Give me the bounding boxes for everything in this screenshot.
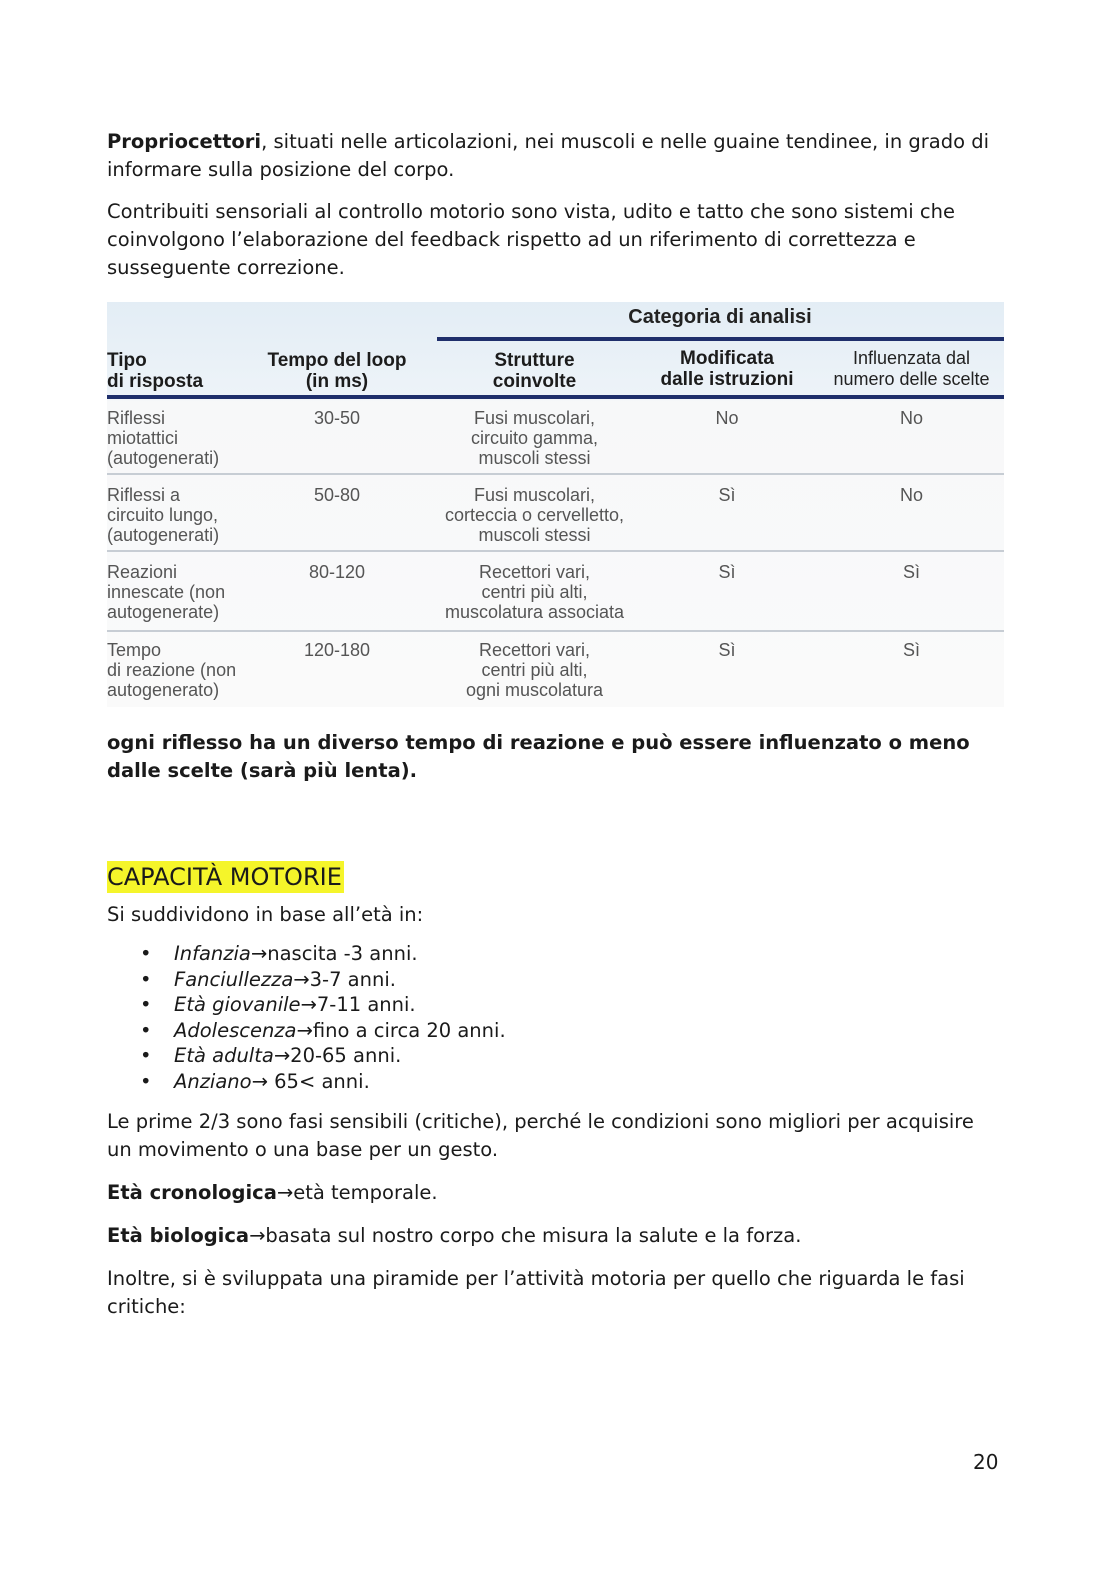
arrow-icon: → (249, 1224, 266, 1247)
cell-tipo-line: Tempo (107, 640, 162, 660)
cell-tempo: 80-120 (308, 562, 366, 582)
cell-tipo-line: (autogenerati) (107, 448, 220, 468)
header-modificata-line1: Modificata (680, 348, 774, 369)
age-range: fino a circa 20 anni. (312, 1018, 506, 1042)
cell-modificata: No (715, 408, 739, 428)
document-page (107, 128, 1002, 1321)
pyramid-paragraph: Inoltre, si è sviluppata una piramide per l’attività motoria per quello che riguarda le fasi critiche: (107, 1267, 965, 1318)
cell-strutture (417, 485, 652, 545)
cell-tipo (107, 408, 219, 468)
age-range: nascita -3 anni. (267, 942, 418, 965)
header-influenzata (819, 348, 1004, 390)
arrow-icon: → (293, 967, 310, 991)
cell-strutture-line: Recettori vari, (478, 562, 591, 582)
table-row (107, 475, 1004, 552)
age-label: Età adulta (174, 1044, 274, 1067)
cell-modificata: Sì (718, 562, 736, 582)
eta-cronologica-term: Età cronologica (107, 1181, 277, 1204)
cell-strutture-line: Recettori vari, (478, 640, 591, 660)
cell-tipo (107, 562, 225, 622)
sensory-contributions-paragraph: Contribuiti sensoriali al controllo motorio sono vista, udito e tatto che sono sistemi che coinvolgono l’elaborazione del feedback rispetto ad un riferimento di correttezza e susseguente correzione. (107, 200, 955, 279)
age-label: Anziano (174, 1069, 252, 1093)
header-strutture-line2: coinvolte (492, 371, 577, 392)
header-modificata-line2: dalle istruzioni (660, 369, 794, 390)
age-label: Età giovanile (174, 993, 301, 1016)
eta-biologica-term: Età biologica (107, 1224, 250, 1247)
eta-biologica-def: basata sul nostro corpo che misura la salute e la forza. (265, 1224, 802, 1247)
list-item (174, 992, 1002, 1018)
cell-modificata: Sì (718, 640, 736, 660)
cell-tipo-line: circuito lungo, (107, 505, 219, 525)
header-tipo-line1: Tipo (107, 350, 147, 371)
section-heading: CAPACITÀ MOTORIE (107, 863, 342, 891)
cell-strutture (417, 562, 652, 622)
category-title: Categoria di analisi (628, 306, 812, 328)
cell-strutture (417, 640, 652, 700)
cell-tipo-line: Riflessi (107, 408, 166, 428)
age-label: Infanzia (174, 942, 251, 965)
cell-modificata: Sì (718, 485, 736, 505)
cell-strutture-line: Fusi muscolari, (473, 485, 596, 505)
cell-strutture-line: muscolatura associata (444, 602, 625, 622)
table-row (107, 402, 1004, 475)
cell-tipo-line: autogenerato) (107, 680, 220, 700)
reaction-table (107, 302, 1004, 707)
age-range: 20-65 anni. (290, 1044, 402, 1067)
eta-cronologica (107, 1179, 1002, 1207)
cell-tempo: 50-80 (313, 485, 361, 505)
header-tempo-line2: (in ms) (305, 371, 369, 392)
proprioceptors-text: , situati nelle articolazioni, nei muscoli e nelle guaine tendinee, in grado di informare sulla posizione del corpo. (107, 130, 990, 181)
age-list (107, 941, 1002, 1094)
cell-tempo: 120-180 (303, 640, 371, 660)
list-item (174, 1069, 1002, 1095)
eta-cronologica-def: età temporale. (293, 1181, 438, 1204)
age-intro: Si suddividono in base all’età in: (107, 903, 424, 926)
proprioceptors-paragraph (107, 128, 1002, 184)
cell-influenzata: Sì (902, 562, 920, 582)
arrow-icon: → (276, 1181, 294, 1204)
cell-strutture-line: ogni muscolatura (465, 680, 604, 700)
cell-tipo (107, 485, 219, 545)
list-item (174, 941, 1002, 967)
page-number: 20 (973, 1450, 999, 1474)
header-tipo-line2: di risposta (107, 371, 204, 392)
eta-biologica (107, 1222, 1002, 1250)
cell-strutture-line: circuito gamma, (470, 428, 599, 448)
proprioceptors-term: Propriocettori (107, 130, 262, 153)
cell-tempo: 30-50 (313, 408, 361, 428)
cell-influenzata: Sì (902, 640, 920, 660)
arrow-icon: → (300, 993, 317, 1016)
header-rule (107, 395, 1004, 399)
header-tempo-line1: Tempo del loop (267, 350, 407, 371)
cell-influenzata: No (899, 485, 923, 505)
age-label: Fanciullezza (174, 967, 294, 991)
arrow-icon: → (273, 1044, 291, 1067)
arrow-icon: → (250, 942, 268, 965)
header-tipo (107, 350, 203, 392)
header-influenzata-line2: numero delle scelte (833, 369, 990, 389)
cell-tipo-line: Reazioni (107, 562, 178, 582)
cell-tipo-line: di reazione (non (107, 660, 237, 680)
table-row (107, 632, 1004, 707)
age-label: Adolescenza (174, 1018, 297, 1042)
cell-strutture (417, 408, 652, 468)
cell-strutture-line: corteccia o cervelletto, (444, 505, 625, 525)
reflex-note: ogni riflesso ha un diverso tempo di reazione e può essere influenzato o meno dalle scelte (sarà più lenta). (107, 731, 970, 782)
age-range: 65< anni. (267, 1069, 370, 1093)
cell-strutture-line: Fusi muscolari, (473, 408, 596, 428)
table-row (107, 552, 1004, 632)
list-item (174, 1043, 1002, 1069)
sensitive-phases-paragraph: Le prime 2/3 sono fasi sensibili (critiche), perché le condizioni sono migliori per acquisire un movimento o una base per un gesto. (107, 1110, 974, 1161)
cell-strutture-line: centri più alti, (481, 660, 588, 680)
cell-tipo (107, 640, 236, 700)
cell-strutture-line: muscoli stessi (478, 525, 591, 545)
arrow-icon: → (251, 1069, 268, 1093)
header-influenzata-line1: Influenzata dal (852, 348, 971, 368)
age-range: 7-11 anni. (316, 993, 416, 1016)
header-modificata (642, 348, 812, 390)
age-range: 3-7 anni. (309, 967, 396, 991)
cell-tipo-line: innescate (non (107, 582, 226, 602)
header-strutture-line1: Strutture (494, 350, 575, 371)
cell-tipo-line: autogenerate) (107, 602, 220, 622)
arrow-icon: → (296, 1018, 313, 1042)
category-rule (437, 337, 1004, 341)
cell-tipo-line: miotattici (107, 428, 179, 448)
list-item (174, 1018, 1002, 1044)
cell-strutture-line: centri più alti, (481, 582, 588, 602)
cell-strutture-line: muscoli stessi (478, 448, 591, 468)
cell-tipo-line: Riflessi a (107, 485, 181, 505)
list-item (174, 967, 1002, 993)
header-strutture (437, 350, 632, 392)
cell-influenzata: No (899, 408, 923, 428)
header-tempo (247, 350, 427, 392)
cell-tipo-line: (autogenerati) (107, 525, 220, 545)
